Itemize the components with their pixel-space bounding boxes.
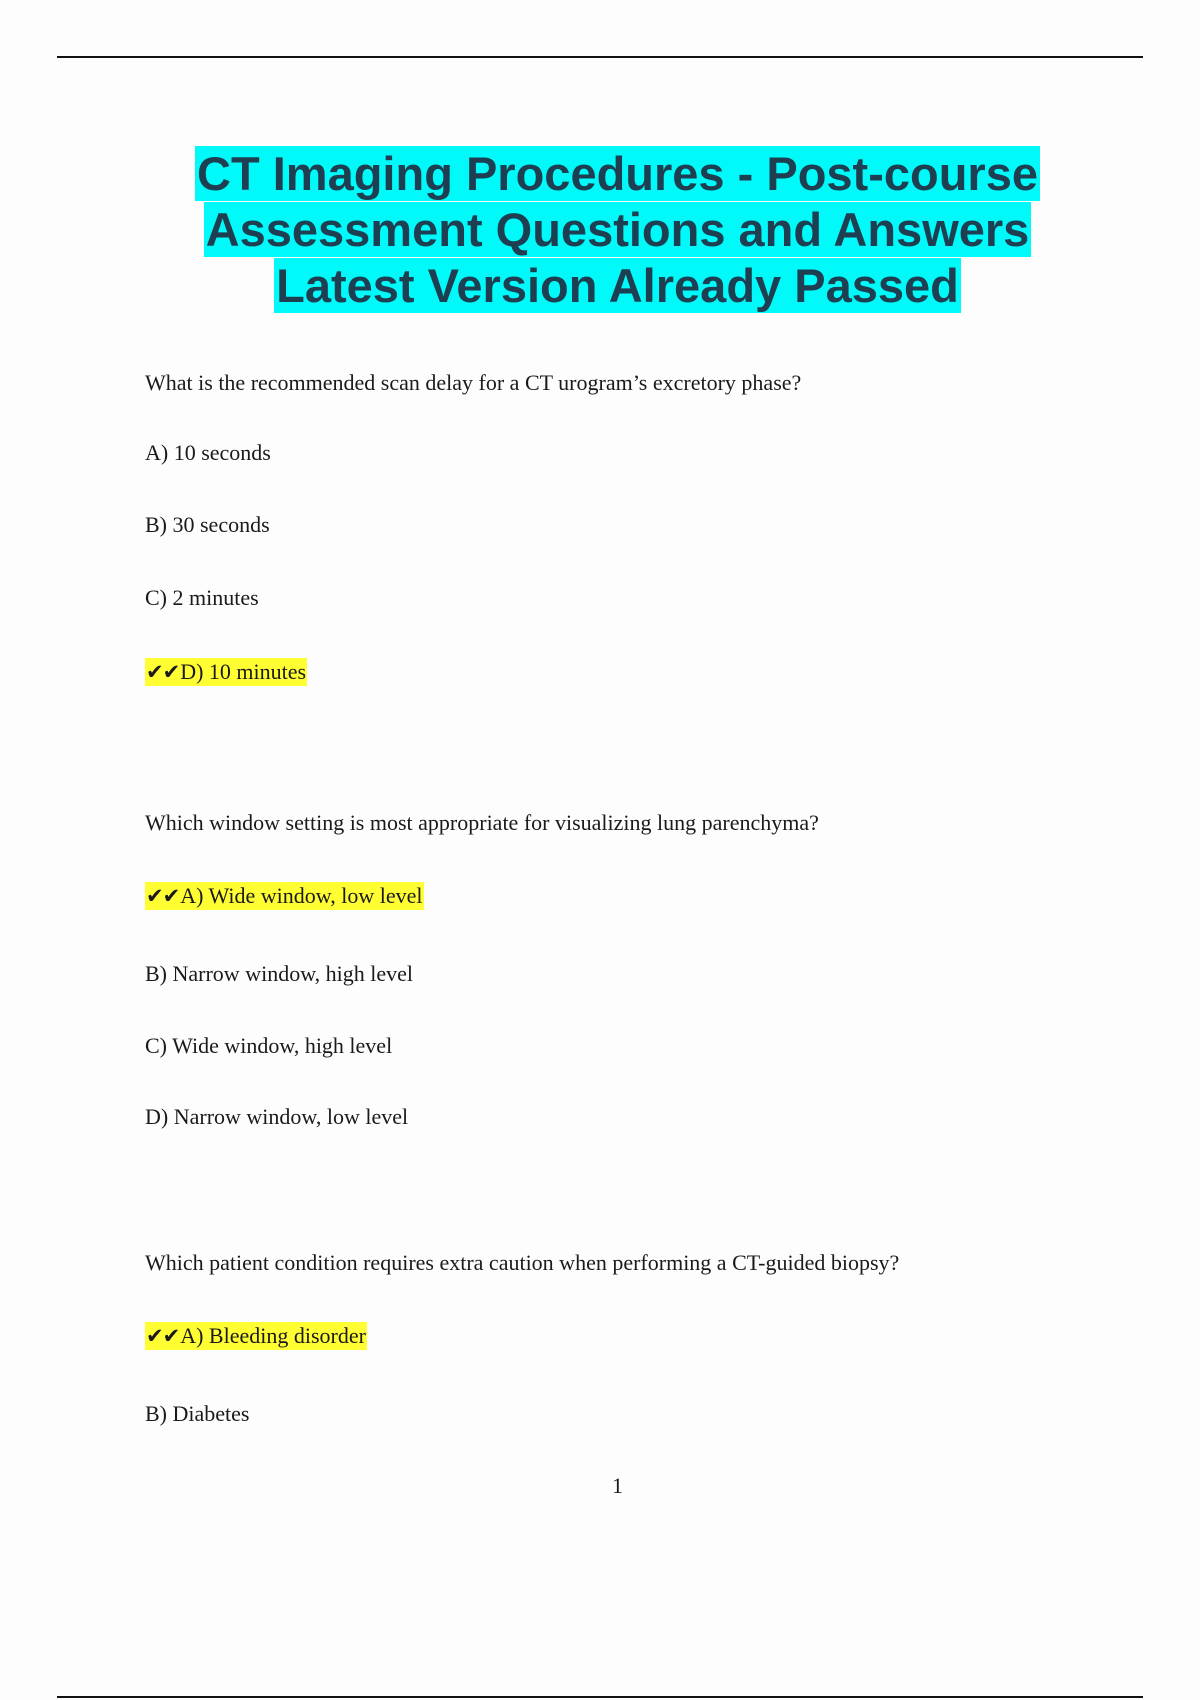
question-1-option-a: A) 10 seconds: [145, 440, 271, 465]
question-3-text: Which patient condition requires extra caution when performing a CT-guided biopsy?: [145, 1250, 900, 1275]
document-title: [0, 146, 1200, 314]
header-rule: [57, 56, 1143, 58]
title-line-2: Assessment Questions and Answers: [205, 203, 1030, 256]
title-line-3: Latest Version Already Passed: [276, 259, 959, 312]
option-label: D) 10 minutes: [180, 659, 307, 684]
question-1-text: What is the recommended scan delay for a CT urogram’s excretory phase?: [145, 370, 802, 395]
question-1-option-b: B) 30 seconds: [145, 512, 270, 537]
check-icon: ✔✔: [146, 1324, 180, 1348]
title-line-1: CT Imaging Procedures - Post-course: [197, 147, 1038, 200]
question-1-option-d-correct: [145, 658, 307, 686]
option-label: A) Wide window, low level: [180, 883, 423, 908]
question-2-option-c: C) Wide window, high level: [145, 1033, 393, 1058]
question-1-option-c: C) 2 minutes: [145, 585, 259, 610]
question-2-option-a-correct: [145, 882, 424, 910]
question-3-option-b: B) Diabetes: [145, 1401, 250, 1426]
check-icon: ✔✔: [146, 884, 180, 908]
question-2-text: Which window setting is most appropriate for visualizing lung parenchyma?: [145, 810, 819, 835]
page-number: 1: [612, 1473, 623, 1498]
question-2-option-d: D) Narrow window, low level: [145, 1104, 409, 1129]
question-2-option-b: B) Narrow window, high level: [145, 961, 414, 986]
check-icon: ✔✔: [146, 660, 180, 684]
question-3-option-a-correct: [145, 1322, 367, 1350]
option-label: A) Bleeding disorder: [180, 1323, 366, 1348]
footer-rule: [57, 1696, 1143, 1698]
